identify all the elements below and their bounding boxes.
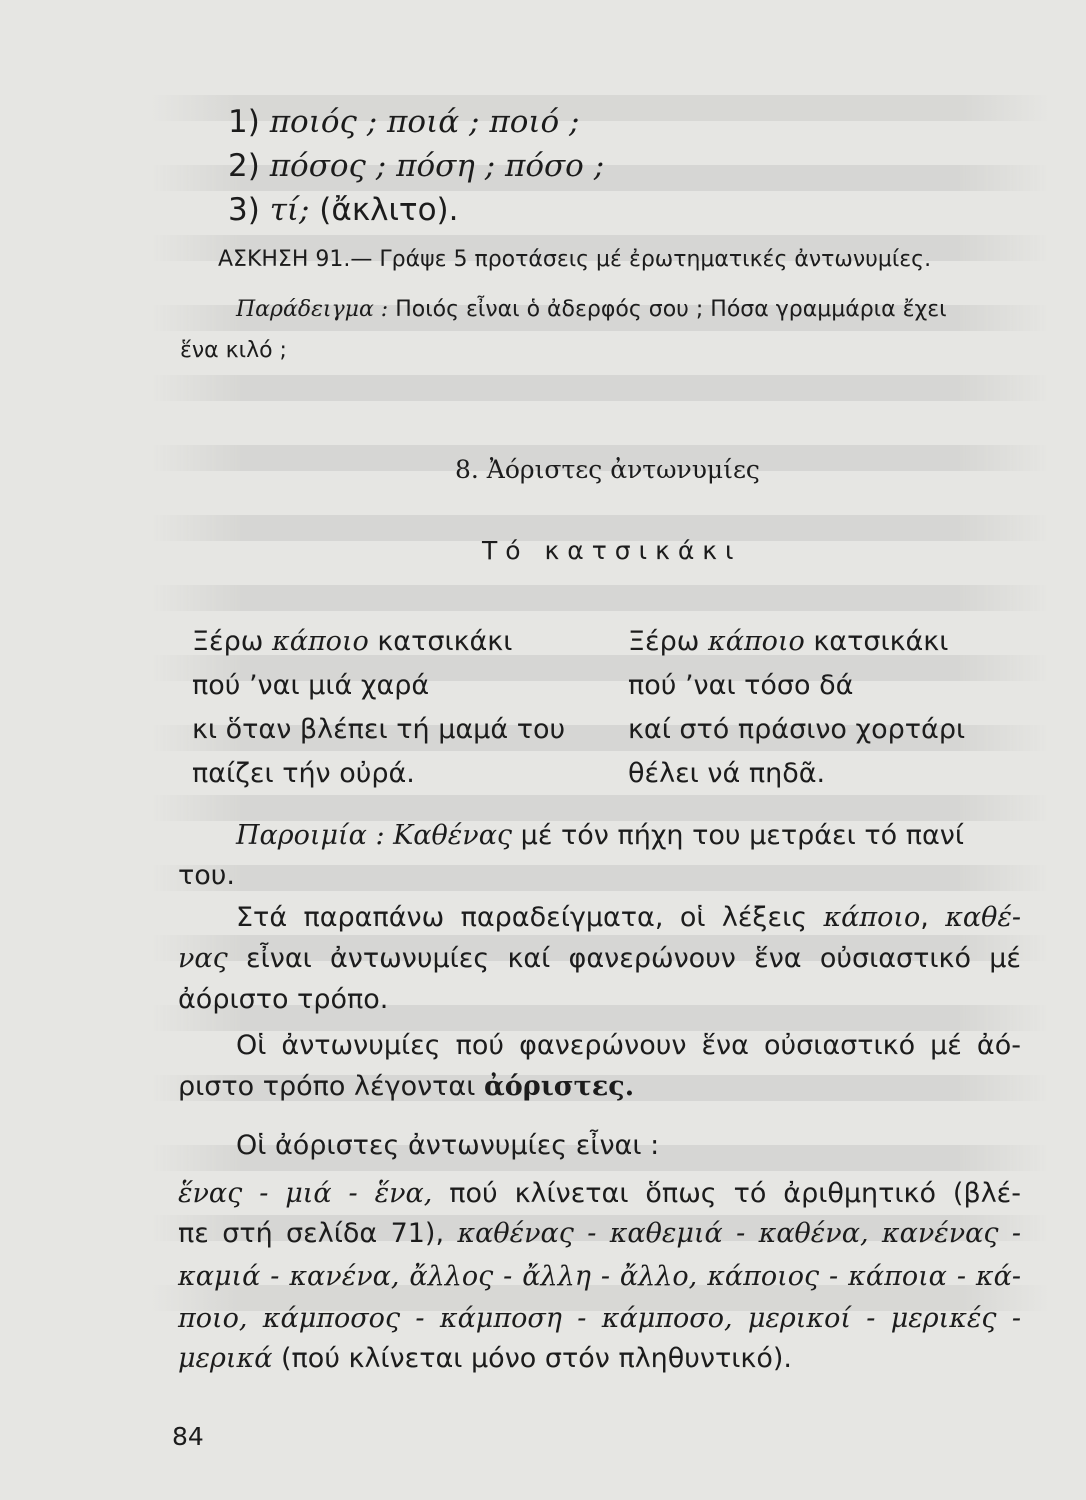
list-item	[228, 104, 580, 140]
proverb-label: Παροιμία :	[236, 820, 385, 851]
paragraph-line: ἕνας - μιά - ἕνα, πού κλίνεται ὅπως τό ἀριθμητικό (βλέ-	[178, 1178, 1022, 1209]
exercise-example	[236, 297, 947, 322]
exercise-text: Γράψε 5 προτάσεις μέ ἐρωτηματικές ἀντωνυμίες.	[379, 247, 932, 272]
paragraph-line: Οἱ ἀόριστες ἀντωνυμίες εἶναι :	[236, 1130, 660, 1161]
list-number: 3)	[228, 192, 260, 228]
paragraph-line: Οἱ ἀντωνυμίες πού φανερώνουν ἕνα οὐσιαστικό μέ ἀό-	[236, 1030, 1021, 1061]
poem-line: παίζει τήν οὐρά.	[192, 758, 415, 789]
exercise-label: ΑΣΚΗΣΗ 91.—	[218, 247, 373, 272]
paragraph-line: Στά παραπάνω παραδείγματα, οἱ λέξεις κάποιο, καθέ-	[236, 902, 1021, 933]
paragraph-line: νας εἶναι ἀντωνυμίες καί φανερώνουν ἕνα οὐσιαστικό μέ	[178, 943, 1021, 974]
proverb-word: Καθένας	[393, 820, 513, 851]
list-item	[228, 148, 604, 184]
paragraph-line: πε στή σελίδα 71), καθένας - καθεμιά - καθένα, κανένας -	[178, 1218, 1021, 1249]
poem-line: Ξέρω κάποιο κατσικάκι	[192, 626, 513, 657]
list-number: 2)	[228, 148, 260, 184]
poem-line: θέλει νά πηδᾶ.	[628, 758, 826, 789]
proverb-line	[236, 820, 964, 851]
poem-line: κι ὅταν βλέπει τή μαμά του	[192, 714, 566, 745]
example-text: Ποιός εἶναι ὁ ἀδερφός σου ; Πόσα γραμμάρια ἔχει	[395, 297, 947, 322]
list-text: πόσος ; πόση ; πόσο ;	[269, 148, 605, 184]
paragraph-line: ποιο, κάμποσος - κάμποση - κάμποσο, μερικοί - μερικές -	[178, 1303, 1021, 1334]
paragraph-line: ἀόριστο τρόπο.	[178, 984, 389, 1015]
poem-title: Τό κατσικάκι	[482, 536, 742, 565]
paragraph-line: μερικά (πού κλίνεται μόνο στόν πληθυντικό).	[178, 1343, 792, 1374]
poem-line: Ξέρω κάποιο κατσικάκι	[628, 626, 949, 657]
list-text: ποιός ; ποιά ; ποιό ;	[269, 104, 580, 140]
proverb-cont: του.	[178, 860, 235, 891]
poem-line: πού ’ναι τόσο δά	[628, 670, 854, 701]
proverb-text: μέ τόν πήχη του μετράει τό πανί	[520, 820, 964, 851]
section-heading: 8. Ἀόριστες ἀντωνυμίες	[455, 455, 760, 484]
list-note: (ἄκλιτο).	[319, 192, 459, 228]
list-number: 1)	[228, 104, 260, 140]
poem-line: πού ’ναι μιά χαρά	[192, 670, 430, 701]
poem-left-column	[192, 620, 565, 796]
page-number: 84	[172, 1422, 204, 1451]
exercise-example-cont	[180, 338, 287, 363]
example-label: Παράδειγμα :	[236, 297, 389, 322]
example-cont: ἕνα κιλό ;	[180, 338, 287, 363]
paragraph-line: καμιά - κανένα, ἄλλος - ἄλλη - ἄλλο, κάποιος - κάποια - κά-	[178, 1261, 1021, 1292]
list-item	[228, 192, 459, 228]
paragraph-line: ριστο τρόπο λέγονται ἀόριστες.	[178, 1071, 635, 1102]
list-text: τί;	[269, 192, 310, 228]
poem-line: καί στό πράσινο χορτάρι	[628, 714, 966, 745]
poem-right-column	[628, 620, 965, 796]
exercise-line	[218, 247, 931, 272]
